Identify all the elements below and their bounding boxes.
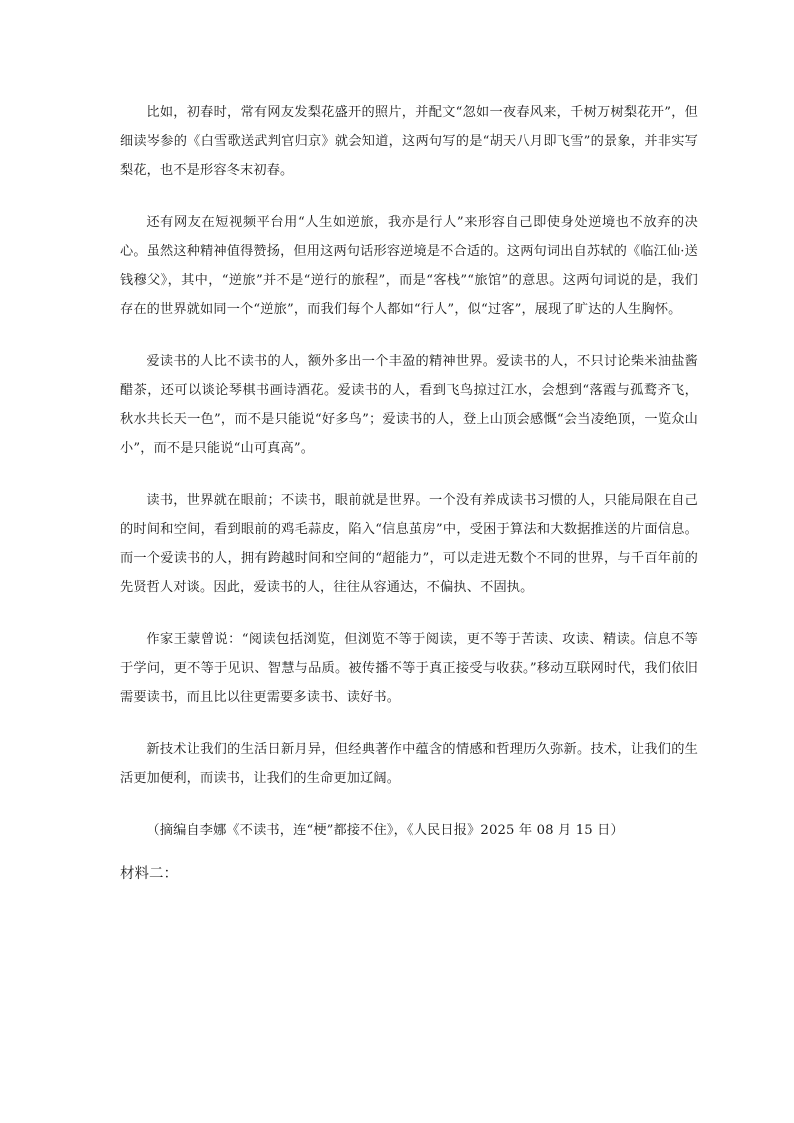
paragraph-2: 还有网友在短视频平台用“人生如逆旅，我亦是行人”来形容自己即使身处逆境也不放弃的决心。虽然这种精神值得赞扬，但用这两句话形容逆境是不合适的。这两句词出自苏轼的《临江仙·送钱穆父》，其中，“逆旅”并不是“逆行的旅程”，而是“客栈”“旅馆”的意思。这两句词说的是，我们存在的世界就如同一个“逆旅”，而我们每个人都如“行人”，似“过客”，展现了旷达的人生胸怀。 bbox=[120, 215, 698, 317]
paragraph-4: 读书，世界就在眼前；不读书，眼前就是世界。一个没有养成读书习惯的人，只能局限在自己的时间和空间，看到眼前的鸡毛蒜皮，陷入“信息茧房”中，受困于算法和大数据推送的片面信息。而一个爱读书的人，拥有跨越时间和空间的“超能力”，可以走进无数个不同的世界，与千百年前的先贤哲人对谈。因此，爱读书的人，往往从容通达，不偏执、不固执。 bbox=[120, 493, 698, 595]
paragraph-5: 作家王蒙曾说：“阅读包括浏览，但浏览不等于阅读，更不等于苦读、攻读、精读。信息不等于学问，更不等于见识、智慧与品质。被传播不等于真正接受与收获。”移动互联网时代，我们依旧需要读书，而且比以往更需要多读书、读好书。 bbox=[120, 632, 698, 705]
source-citation: （摘编自李娜《不读书，连“梗”都接不住》，《人民日报》2025 年 08 月 15 日） bbox=[146, 823, 624, 838]
paragraph-1: 比如，初春时，常有网友发梨花盛开的照片，并配文“忽如一夜春风来，千树万树梨花开”，但细读岑参的《白雪歌送武判官归京》就会知道，这两句写的是“胡天八月即飞雪”的景象，并非实写梨花，也不是形容冬末初春。 bbox=[120, 105, 698, 178]
paragraph-6: 新技术让我们的生活日新月异，但经典著作中蕴含的情感和哲理历久弥新。技术，让我们的生活更加便利，而读书，让我们的生命更加辽阔。 bbox=[120, 742, 698, 786]
section-heading: 材料二： bbox=[120, 866, 178, 882]
paragraph-3: 爱读书的人比不读书的人，额外多出一个丰盈的精神世界。爱读书的人，不只讨论柴米油盐酱醋茶，还可以谈论琴棋书画诗酒花。爱读书的人，看到飞鸟掠过江水，会想到“落霞与孤鹜齐飞，秋水共长天一色”，而不是只能说“好多鸟”；爱读书的人，登上山顶会感慨“会当凌绝顶，一览众山小”，而不是只能说“山可真高”。 bbox=[120, 354, 698, 456]
article-body bbox=[120, 98, 698, 889]
